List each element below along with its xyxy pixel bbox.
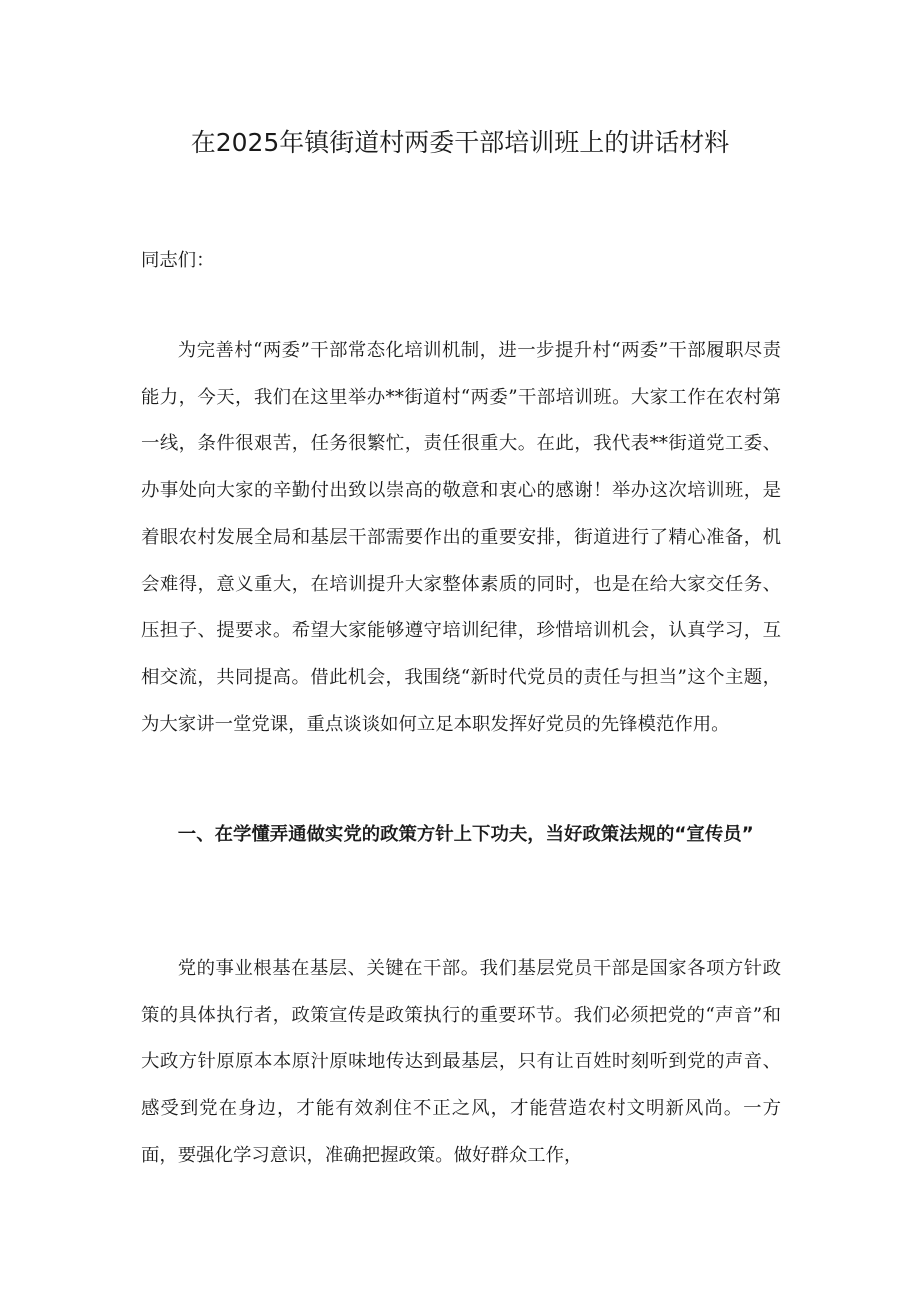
document-title: 在2025年镇街道村两委干部培训班上的讲话材料 xyxy=(190,128,730,157)
salutation: 同志们： xyxy=(141,250,215,271)
section-paragraph: 党的事业根基在基层、关键在干部。我们基层党员干部是国家各项方针政策的具体执行者，政策宣传是政策执行的重要环节。我们必须把党的“声音”和大政方针原原本本原汁原味地传达到最基层，只有让百姓时刻听到党的声音、感受到党在身边，才能有效刹住不正之风，才能营造农村文明新风尚。一方面，要强化学习意识，准确把握政策。做好群众工作， xyxy=(141,958,781,1166)
section-heading: 一、在学懂弄通做实党的政策方针上下功夫，当好政策法规的“宣传员” xyxy=(177,824,754,845)
intro-paragraph: 为完善村“两委”干部常态化培训机制，进一步提升村“两委”干部履职尽责能力，今天，我们在这里举办**街道村“两委”干部培训班。大家工作在农村第一线，条件很艰苦，任务很繁忙，责任很重大。在此，我代表**街道党工委、办事处向大家的辛勤付出致以崇高的敬意和衷心的感谢！举办这次培训班，是着眼农村发展全局和基层干部需要作出的重要安排，街道进行了精心准备，机会难得，意义重大，在培训提升大家整体素质的同时，也是在给大家交任务、压担子、提要求。希望大家能够遵守培训纪律，珍惜培训机会，认真学习，互相交流，共同提高。借此机会，我围绕“新时代党员的责任与担当”这个主题，为大家讲一堂党课，重点谈谈如何立足本职发挥好党员的先锋模范作用。 xyxy=(141,340,781,735)
